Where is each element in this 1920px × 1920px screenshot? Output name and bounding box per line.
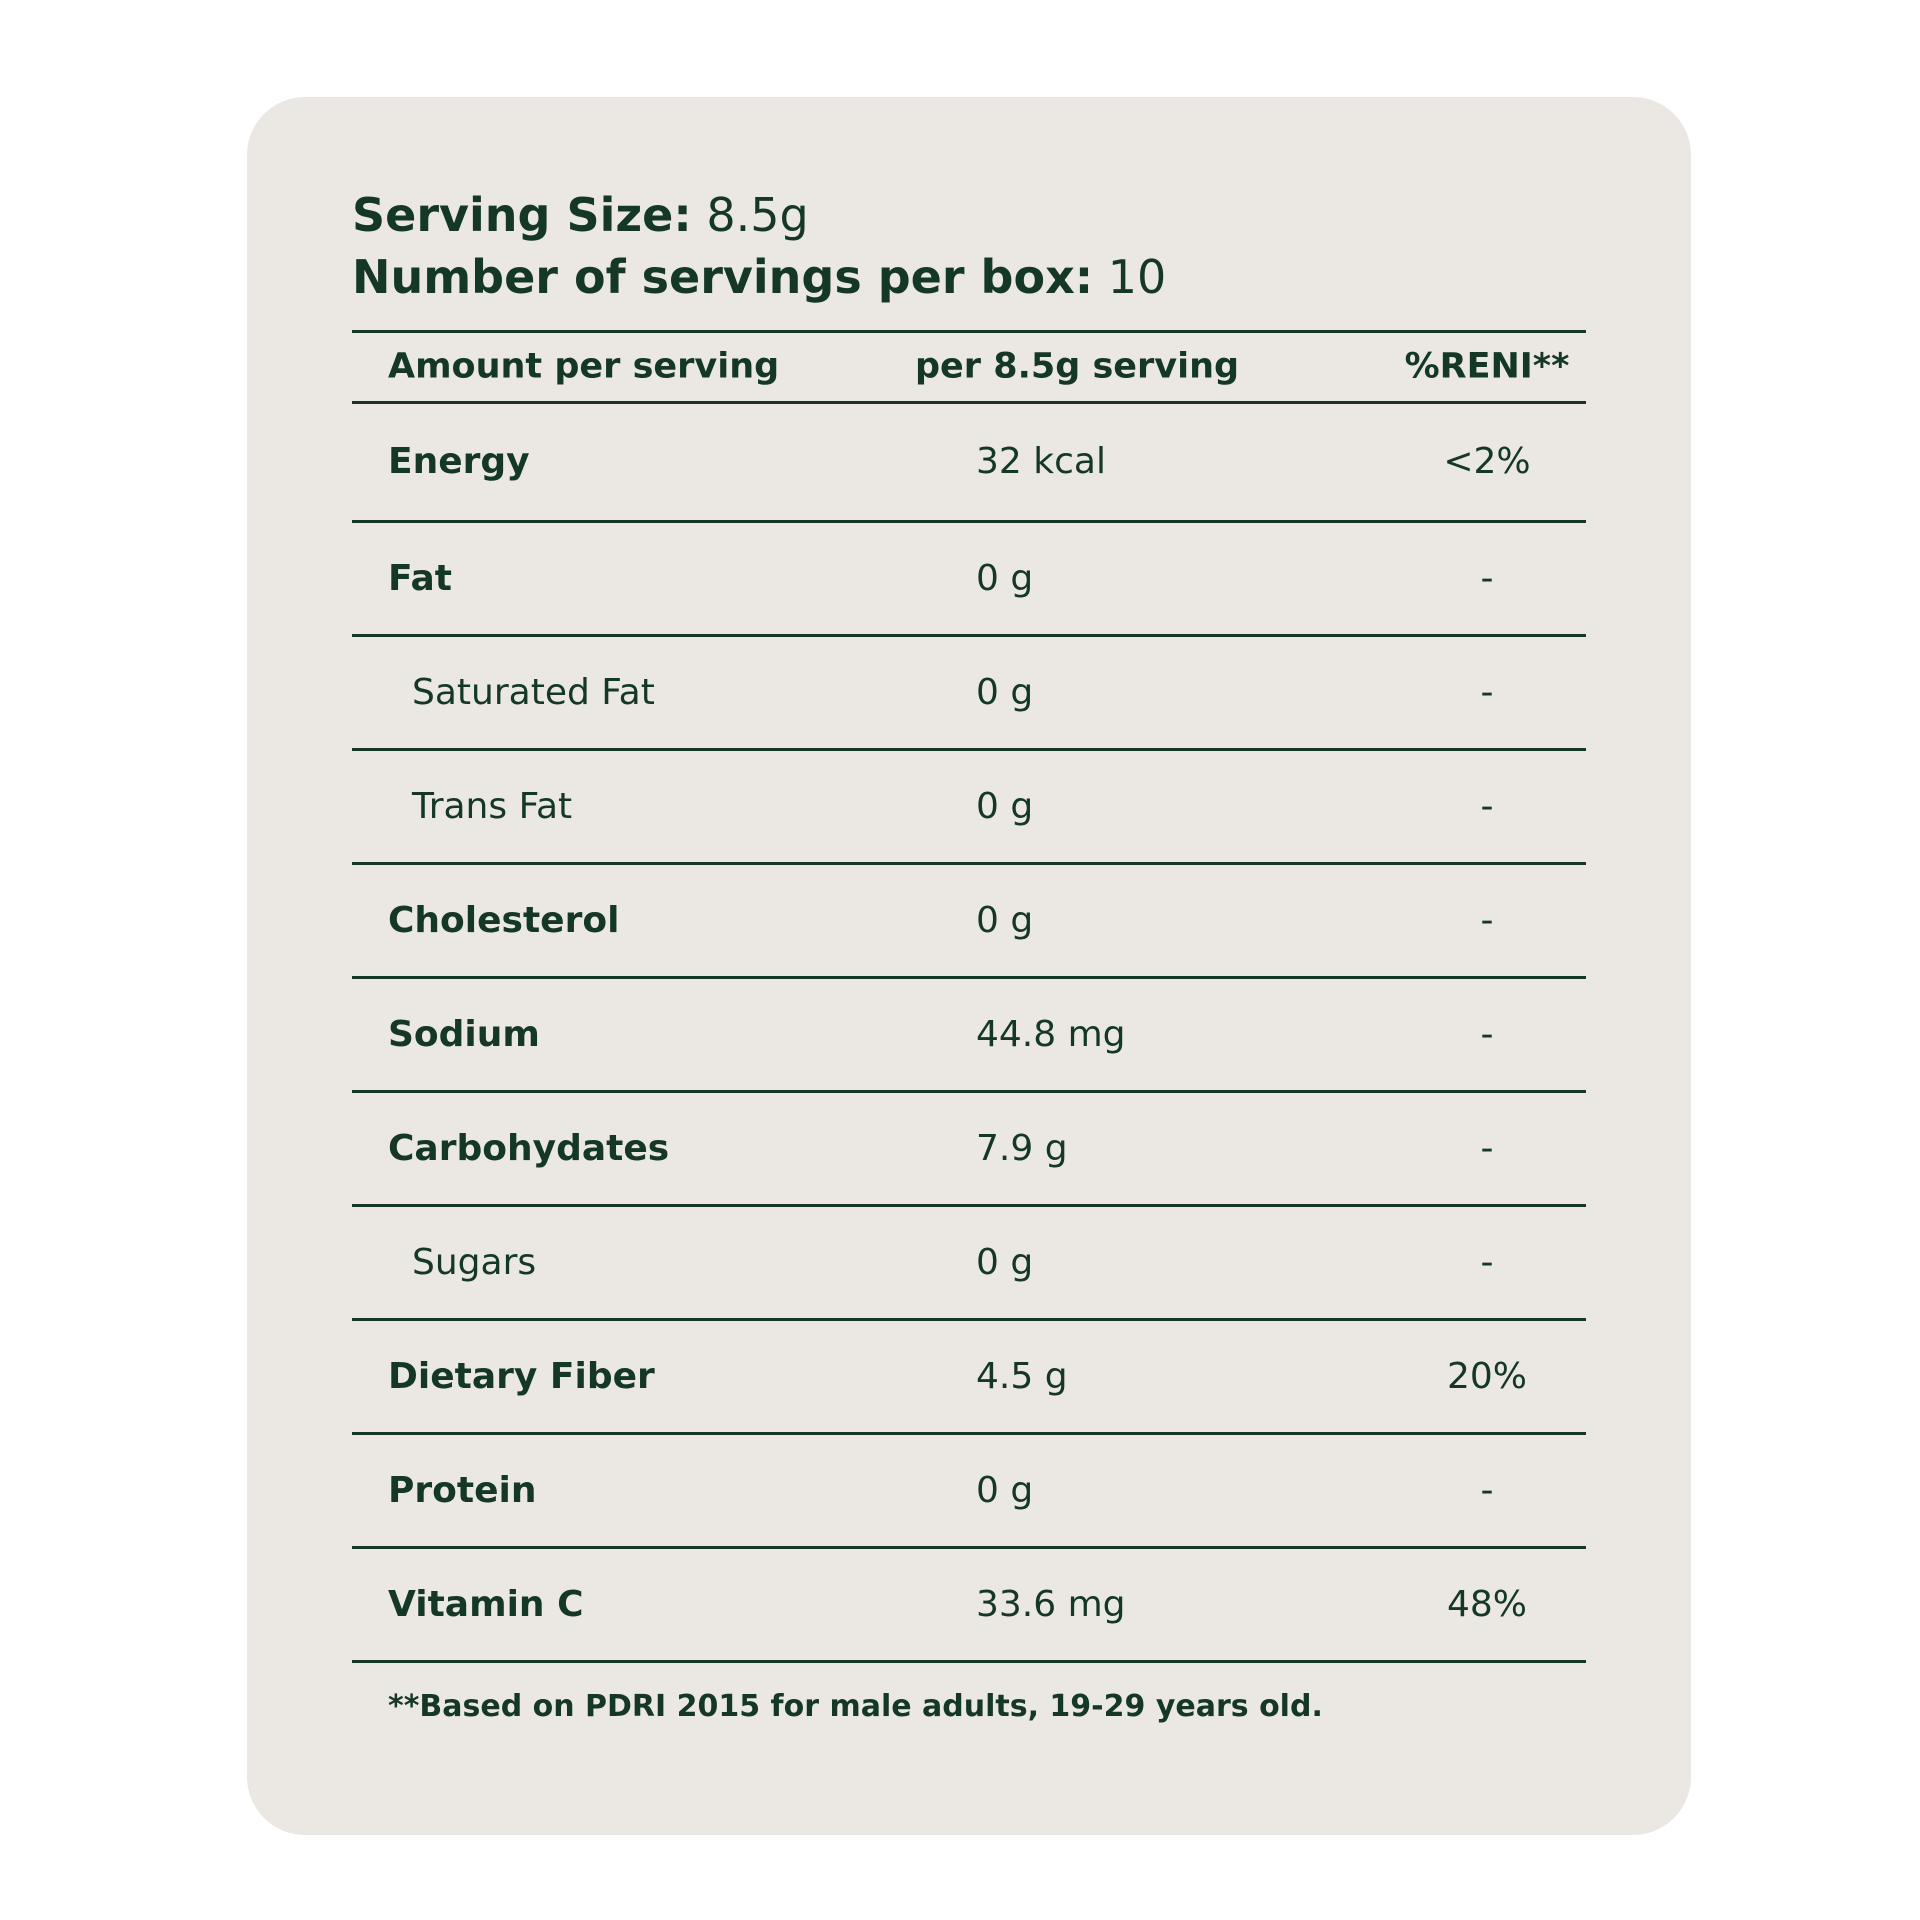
- nutrient-amount: 4.5 g: [976, 1355, 1068, 1397]
- nutrient-amount: 7.9 g: [976, 1127, 1068, 1169]
- nutrient-reni-percent: -: [1480, 671, 1494, 713]
- nutrient-amount: 0 g: [976, 557, 1034, 599]
- header-amount-per-serving: Amount per serving: [388, 346, 780, 387]
- servings-per-box-value: 10: [1107, 250, 1167, 304]
- footnote: **Based on PDRI 2015 for male adults, 19-29 years old.: [388, 1689, 1323, 1724]
- nutrient-name: Cholesterol: [388, 899, 620, 941]
- table-row: [352, 751, 1586, 862]
- table-row: [352, 523, 1586, 634]
- nutrient-reni-percent: 20%: [1446, 1355, 1527, 1397]
- serving-size-label: Serving Size:: [352, 188, 692, 242]
- nutrient-name: Energy: [388, 441, 530, 482]
- nutrient-amount: 0 g: [976, 671, 1034, 713]
- nutrient-amount: 0 g: [976, 899, 1034, 941]
- nutrient-name: Sugars: [412, 1241, 537, 1283]
- table-row: [352, 979, 1586, 1090]
- nutrient-name: Trans Fat: [412, 785, 573, 827]
- nutrient-name: Dietary Fiber: [388, 1355, 655, 1397]
- table-row: [352, 1321, 1586, 1432]
- header-per-serving: per 8.5g serving: [915, 346, 1240, 387]
- nutrient-reni-percent: -: [1480, 1127, 1494, 1169]
- servings-per-box: [352, 250, 1167, 304]
- serving-size: [352, 188, 809, 242]
- table-body: [352, 404, 1586, 1663]
- table-row: [352, 1093, 1586, 1204]
- table-row: [352, 637, 1586, 748]
- nutrient-reni-percent: -: [1480, 1013, 1494, 1055]
- servings-per-box-label: Number of servings per box:: [352, 250, 1094, 304]
- row-divider: [352, 1660, 1586, 1663]
- nutrient-amount: 0 g: [976, 1469, 1034, 1511]
- table-row: [352, 404, 1586, 520]
- nutrient-amount: 33.6 mg: [976, 1583, 1126, 1625]
- nutrient-reni-percent: 48%: [1446, 1583, 1527, 1625]
- nutrition-table: [352, 330, 1586, 1663]
- nutrient-name: Vitamin C: [388, 1583, 584, 1625]
- table-row: [352, 865, 1586, 976]
- table-header-row: [352, 333, 1586, 401]
- nutrient-name: Protein: [388, 1469, 537, 1511]
- nutrient-name: Fat: [388, 557, 452, 599]
- nutrient-amount: 0 g: [976, 785, 1034, 827]
- table-row: [352, 1549, 1586, 1660]
- nutrient-name: Saturated Fat: [412, 671, 655, 713]
- nutrition-facts-card: [247, 97, 1691, 1835]
- nutrient-amount: 0 g: [976, 1241, 1034, 1283]
- nutrient-reni-percent: -: [1480, 557, 1494, 599]
- nutrient-name: Carbohydates: [388, 1127, 670, 1169]
- serving-size-value: 8.5g: [706, 188, 809, 242]
- nutrient-name: Sodium: [388, 1013, 540, 1055]
- nutrient-reni-percent: -: [1480, 785, 1494, 827]
- nutrient-reni-percent: -: [1480, 899, 1494, 941]
- nutrient-reni-percent: -: [1480, 1241, 1494, 1283]
- header-reni: %RENI**: [1404, 346, 1570, 387]
- nutrient-reni-percent: <2%: [1443, 441, 1531, 482]
- table-row: [352, 1435, 1586, 1546]
- table-row: [352, 1207, 1586, 1318]
- nutrient-amount: 44.8 mg: [976, 1013, 1126, 1055]
- nutrient-reni-percent: -: [1480, 1469, 1494, 1511]
- nutrient-amount: 32 kcal: [976, 441, 1106, 482]
